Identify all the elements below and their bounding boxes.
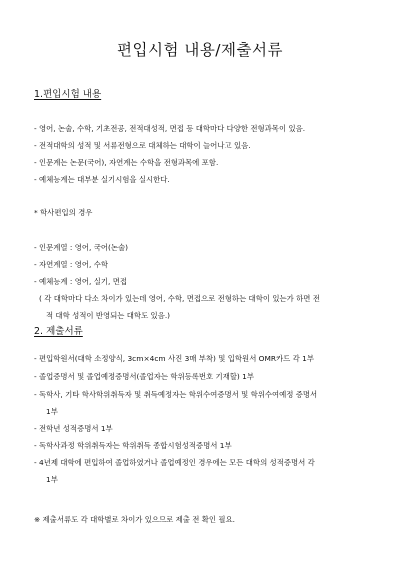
document-item: - 독학사, 기타 학사학위취득자 및 취득예정자는 학위수여증명서 및 학위수여예정 증명서 bbox=[34, 390, 318, 399]
track-note: ( 각 대학마다 다소 차이가 있는데 영어, 수학, 면접으로 전형하는 대학이 있는가 하면 전 bbox=[39, 294, 320, 303]
document-item-continued: 1부 bbox=[46, 475, 58, 484]
document-item: - 전학년 성적증명서 1부 bbox=[34, 424, 113, 433]
page-title: 편입시험 내용/제출서류 bbox=[117, 41, 283, 59]
section-1-heading: 1.편입시험 내용 bbox=[34, 89, 102, 100]
track-item: - 자연계열 : 영어, 수학 bbox=[34, 260, 109, 269]
exam-bullet: - 전적대학의 성적 및 서류전형으로 대체하는 대학이 늘어나고 있음. bbox=[34, 141, 251, 150]
exam-bullet: - 영어, 논술, 수학, 기초전공, 전적대성적, 면접 등 대학마다 다양한 전형과목이 있음. bbox=[34, 124, 306, 133]
document-item: - 4년제 대학에 편입하여 졸업하였거나 졸업예정인 경우에는 모든 대학의 성적증명서 각 bbox=[34, 458, 315, 467]
exam-bullet: - 인문계는 논문(국어), 자연계는 수학을 전형과목에 포함. bbox=[34, 158, 219, 167]
track-item: - 예체능계 : 영어, 실기, 면접 bbox=[34, 277, 127, 286]
document-item: - 졸업증명서 및 졸업예정증명서(졸업자는 학위등록번호 기재할) 1부 bbox=[34, 372, 254, 381]
transfer-subheading: * 학사편입의 경우 bbox=[34, 208, 93, 217]
track-item: - 인문계열 : 영어, 국어(논술) bbox=[34, 243, 129, 252]
document-item: - 독학사과정 학위취득자는 학위취득 종합시험성적증명서 1부 bbox=[34, 441, 232, 450]
footnote: ※ 제출서류도 각 대학별로 차이가 있으므로 제출 전 확인 필요. bbox=[34, 515, 236, 524]
document-item-continued: 1부 bbox=[46, 407, 58, 416]
track-note-continued: 적 대학 성적이 반영되는 대학도 있음.) bbox=[46, 311, 171, 320]
section-2-heading: 2. 제출서류 bbox=[34, 326, 83, 337]
exam-bullet: - 예체능계는 대부분 실기시험을 실시한다. bbox=[34, 175, 170, 184]
document-item: - 편입학원서(대학 소정양식, 3cm×4cm 사진 3매 부착) 및 입학원서 OMR카드 각 1부 bbox=[34, 354, 314, 363]
